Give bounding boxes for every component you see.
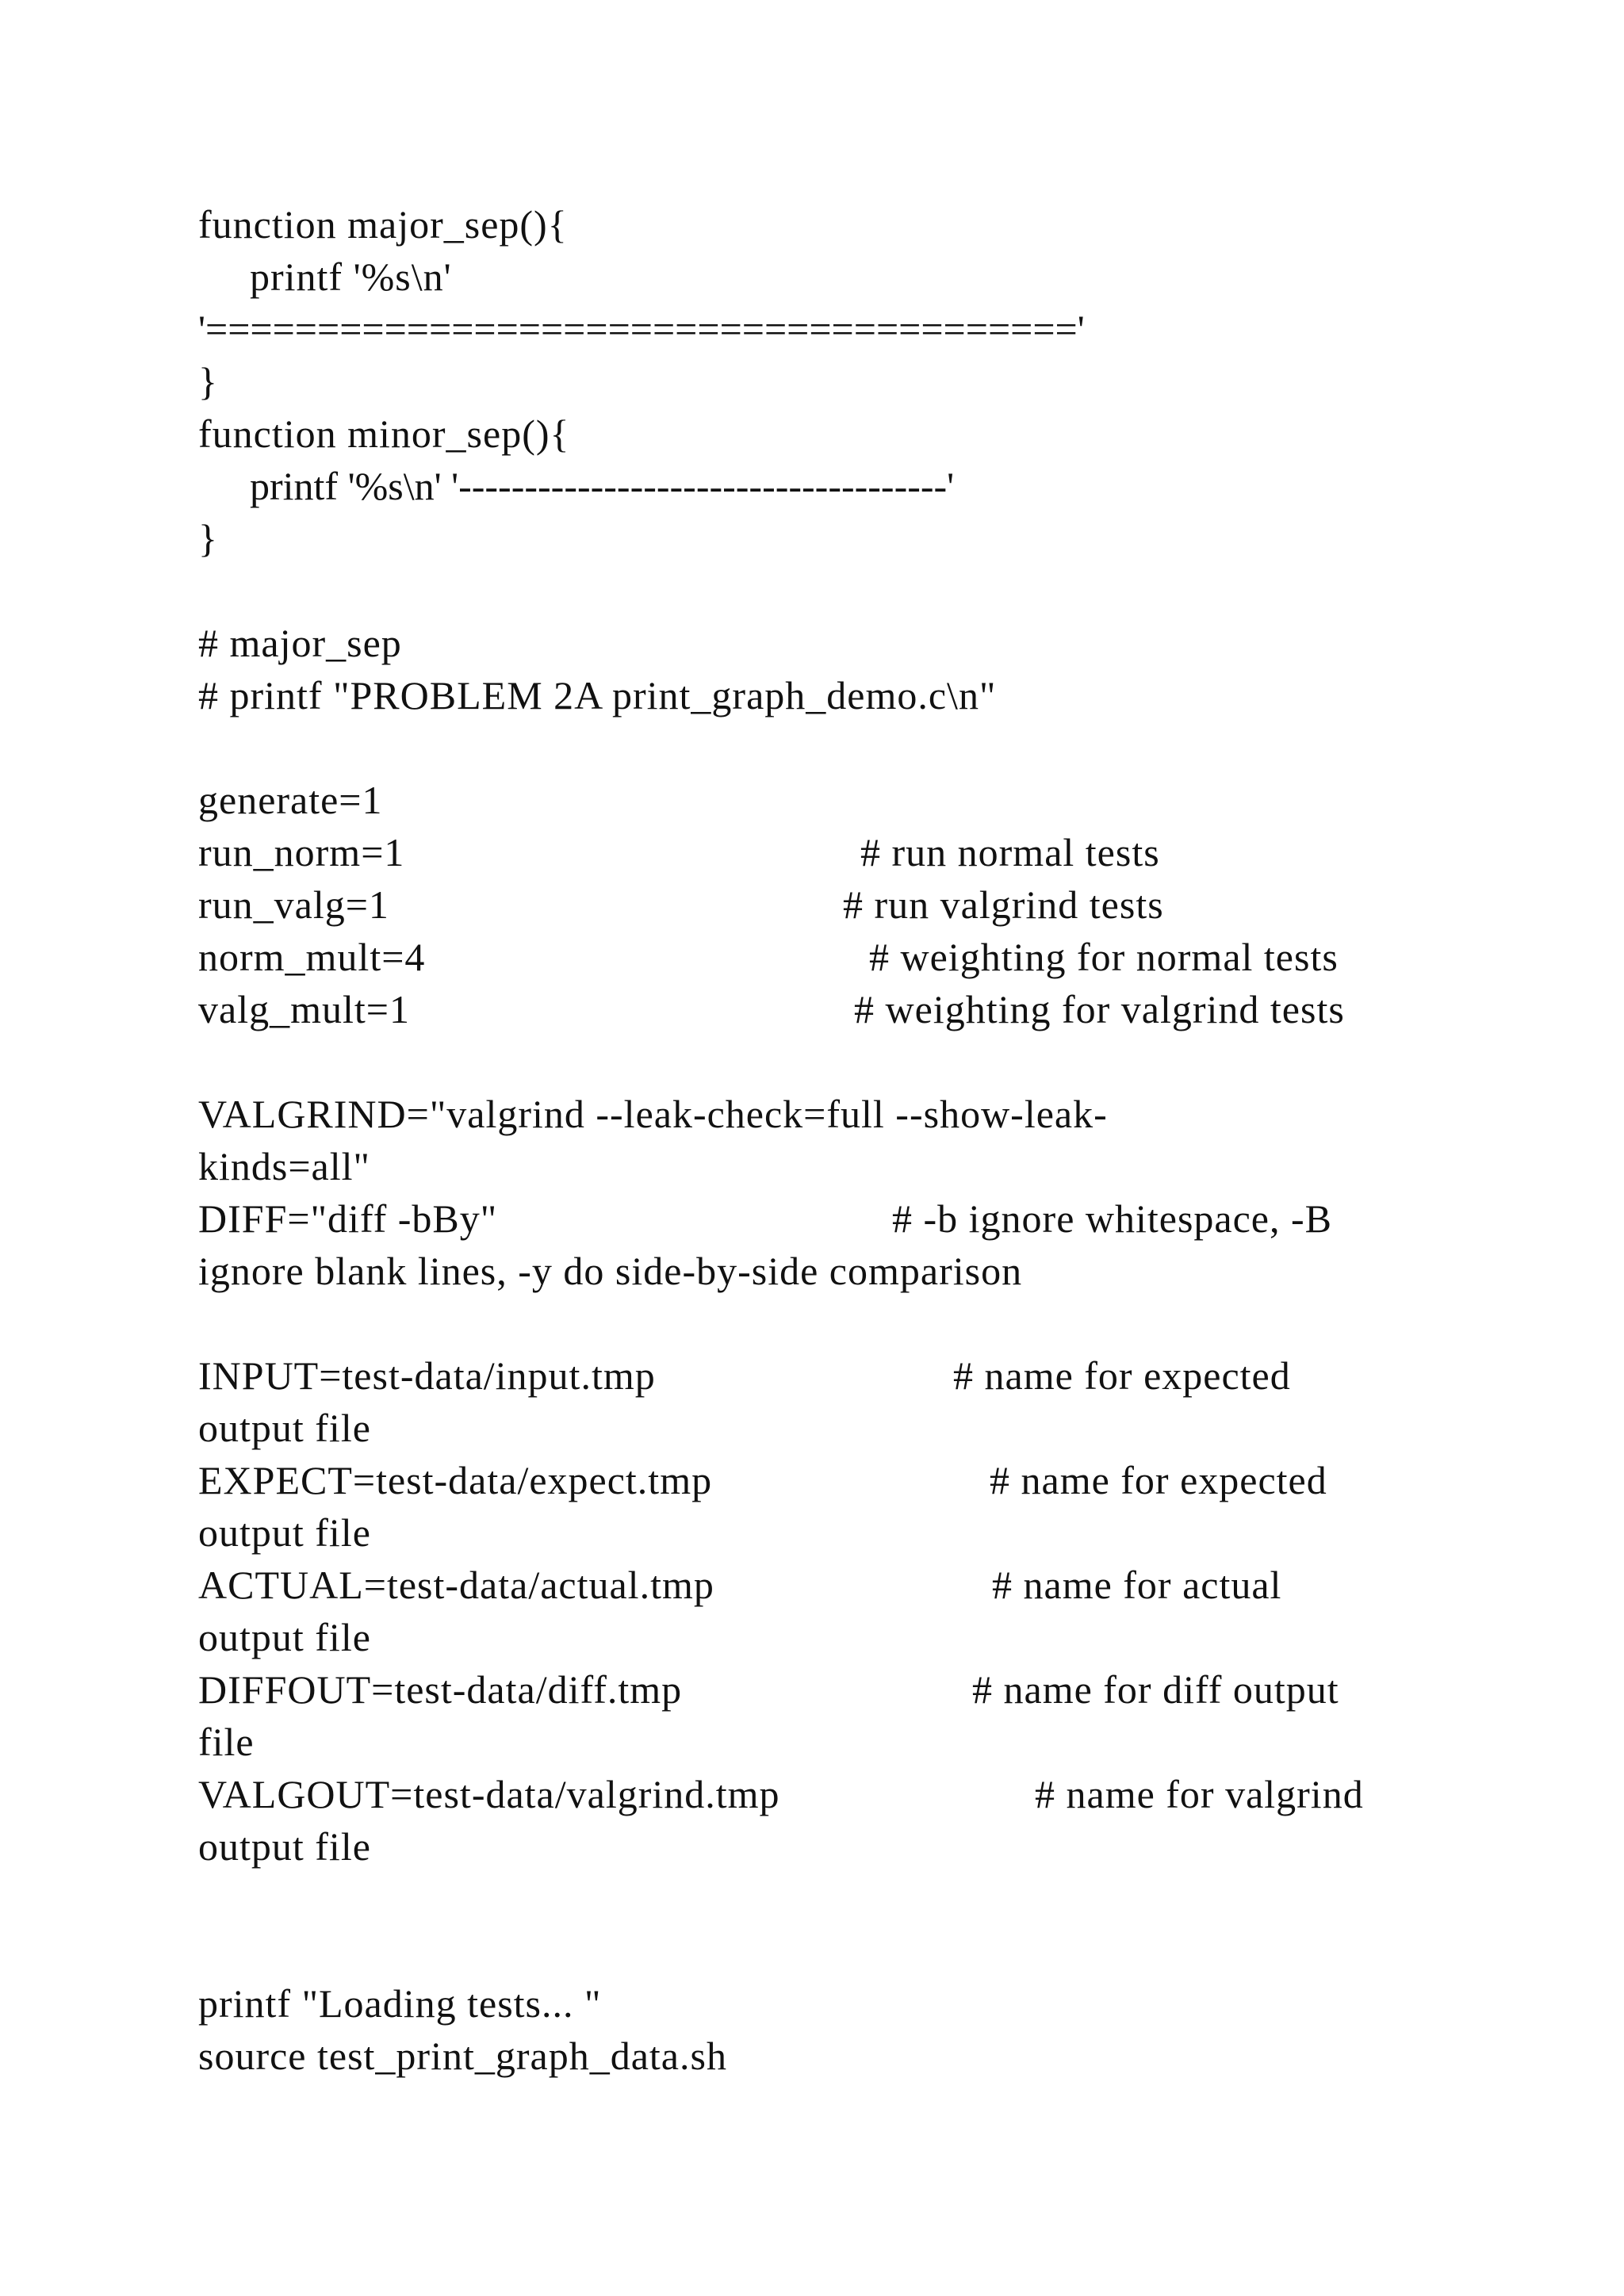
file-comment-continuation: file [198, 1720, 255, 1764]
setting-comment: # weighting for valgrind tests [854, 987, 1345, 1031]
setting-code: norm_mult=4 [198, 935, 426, 979]
file-comment-continuation: output file [198, 1510, 371, 1555]
file-setting: INPUT=test-data/input.tmp [198, 1353, 656, 1398]
file-comment: # name for expected [990, 1458, 1327, 1502]
file-comment: # name for diff output [972, 1667, 1339, 1712]
file-setting: ACTUAL=test-data/actual.tmp [198, 1563, 714, 1607]
source-test-data: source test_print_graph_data.sh [198, 2034, 727, 2078]
file-comment: # name for valgrind [1035, 1772, 1364, 1816]
setting-code: valg_mult=1 [198, 987, 410, 1031]
valgrind-setting: VALGRIND="valgrind --leak-check=full --show-leak- [198, 1092, 1108, 1136]
major-sep-close-brace: } [198, 359, 218, 404]
file-setting: DIFFOUT=test-data/diff.tmp [198, 1667, 683, 1712]
file-comment-continuation: output file [198, 1615, 371, 1659]
comment-printf-problem: # printf "PROBLEM 2A print_graph_demo.c\n" [198, 673, 997, 718]
minor-sep-printf: printf '%s\n' '-------------------------------------' [250, 464, 955, 508]
setting-code: run_valg=1 [198, 882, 389, 927]
file-setting: EXPECT=test-data/expect.tmp [198, 1458, 713, 1502]
diff-comment-continuation: ignore blank lines, -y do side-by-side comparison [198, 1249, 1023, 1293]
file-comment-continuation: output file [198, 1406, 371, 1450]
setting-comment: # run normal tests [860, 830, 1160, 874]
file-comment-continuation: output file [198, 1824, 371, 1869]
comment-major-sep: # major_sep [198, 621, 402, 665]
minor-sep-declaration: function minor_sep(){ [198, 411, 570, 456]
valgrind-setting-continuation: kinds=all" [198, 1144, 370, 1188]
setting-comment: # run valgrind tests [843, 882, 1164, 927]
major-sep-string: '=======================================' [198, 307, 1085, 351]
diff-comment: # -b ignore whitespace, -B [892, 1196, 1333, 1241]
file-setting: VALGOUT=test-data/valgrind.tmp [198, 1772, 780, 1816]
printf-loading-tests: printf "Loading tests... " [198, 1981, 602, 2026]
major-sep-printf: printf '%s\n' [250, 254, 452, 299]
diff-setting: DIFF="diff -bBy" [198, 1196, 498, 1241]
setting-comment: # weighting for normal tests [869, 935, 1339, 979]
minor-sep-close-brace: } [198, 516, 218, 561]
file-comment: # name for expected [953, 1353, 1291, 1398]
major-sep-declaration: function major_sep(){ [198, 202, 568, 247]
setting-code: run_norm=1 [198, 830, 405, 874]
setting-code: generate=1 [198, 778, 383, 822]
file-comment: # name for actual [992, 1563, 1282, 1607]
